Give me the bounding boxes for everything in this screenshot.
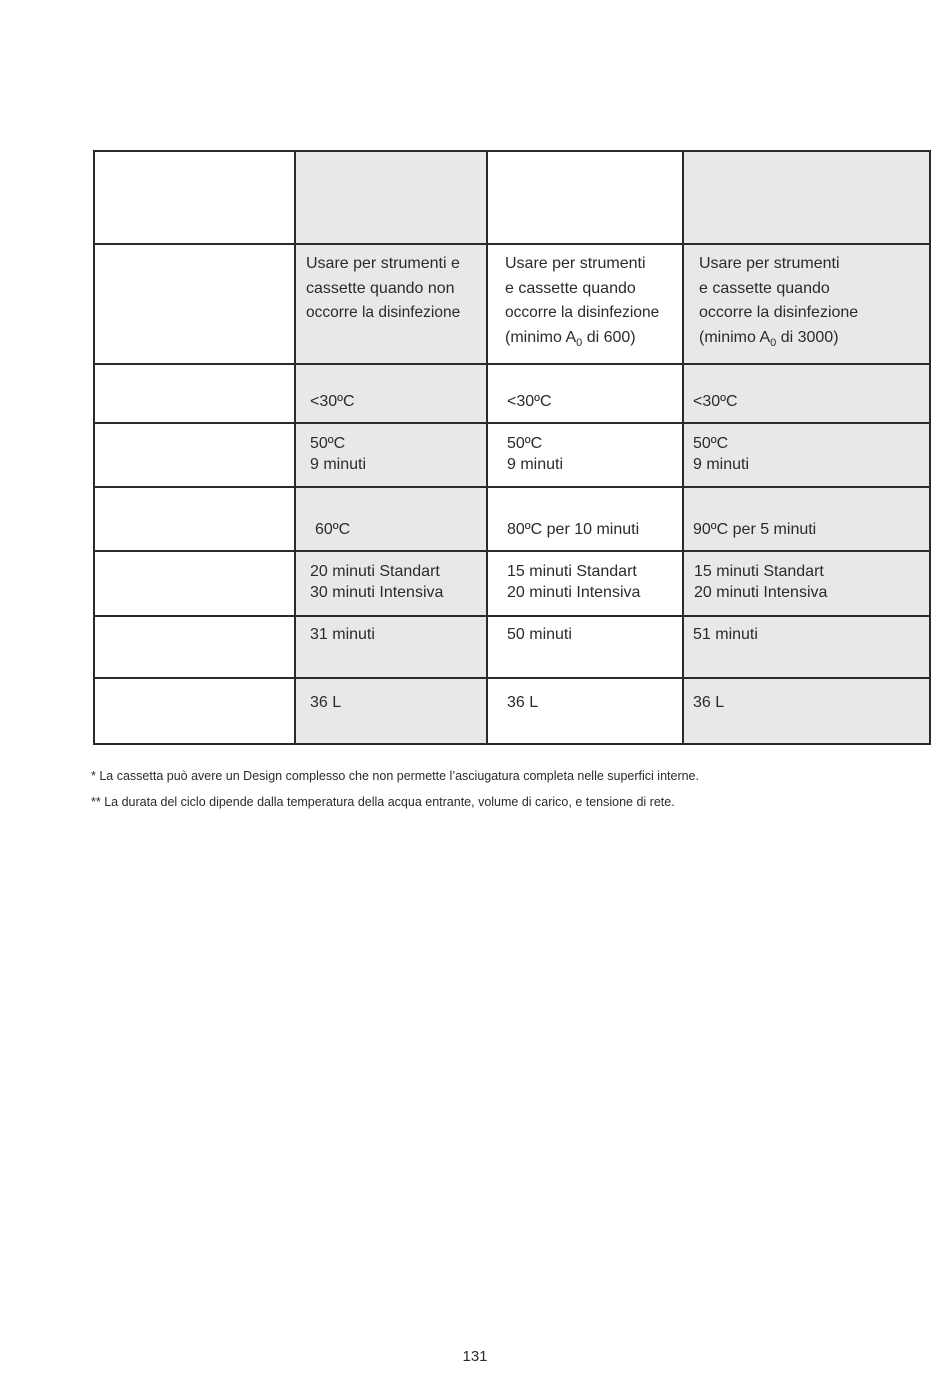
minimum-a0-subscript: 0 (770, 336, 777, 349)
description-cell-3 (683, 244, 930, 364)
disinfection-value: 90ºC per 5 minuti (693, 521, 817, 538)
description-line: Usare per strumenti (699, 255, 840, 272)
description-cell-2 (487, 244, 683, 364)
water-cell-3 (683, 678, 930, 744)
drying-intensive: 20 minuti Intensiva (694, 584, 828, 601)
cycle-duration-cell-3 (683, 616, 930, 678)
disinfection-cell-2 (487, 487, 683, 551)
description-line: occorre la disinfezione (505, 304, 660, 321)
header-cell-program-2 (487, 151, 683, 244)
wash-cell-3 (683, 423, 930, 487)
minimum-a0-prefix: (minimo A (699, 328, 771, 346)
prewash-cell-3 (683, 364, 930, 423)
description-line: occorre la disinfezione (699, 304, 859, 321)
disinfection-cell-3 (683, 487, 930, 551)
minimum-a0-subscript: 0 (576, 336, 583, 349)
description-line: e cassette quando (699, 279, 830, 297)
drying-standard: 15 minuti Standart (507, 563, 637, 580)
prewash-temp: <30ºC (310, 393, 355, 410)
table-row-disinfection (94, 487, 930, 551)
drying-cell-2 (487, 551, 683, 616)
page-number: 131 (462, 1348, 488, 1365)
minimum-a0-suffix: di 600) (582, 328, 636, 346)
drying-cell-3 (683, 551, 930, 616)
row-label-description (94, 244, 295, 364)
description-line: cassette quando non (306, 279, 455, 297)
water-cell-1 (295, 678, 487, 744)
minimum-a0-line (505, 326, 676, 352)
table-row-description (94, 244, 930, 364)
cycle-duration-value: 50 minuti (507, 626, 572, 643)
prewash-cell-1 (295, 364, 487, 423)
row-label-prewash (94, 364, 295, 423)
prewash-temp: <30ºC (507, 393, 552, 410)
drying-intensive: 20 minuti Intensiva (507, 584, 641, 601)
cycle-duration-cell-2 (487, 616, 683, 678)
disinfection-value: 60ºC (315, 521, 351, 538)
drying-standard: 15 minuti Standart (694, 563, 824, 580)
wash-time: 9 minuti (507, 456, 564, 473)
table-row-cycle-duration (94, 616, 930, 678)
cycle-duration-value: 31 minuti (310, 626, 375, 643)
disinfection-cell-1 (295, 487, 487, 551)
wash-temp: 50ºC (507, 435, 543, 452)
description-line: Usare per strumenti e (306, 255, 460, 272)
header-cell-label (94, 151, 295, 244)
footnote-cycle-duration: ** La durata del ciclo dipende dalla temperatura della acqua entrante, volume di carico, e tensione di rete. (91, 795, 675, 809)
water-value: 36 L (310, 694, 342, 711)
drying-standard: 20 minuti Standart (310, 563, 440, 580)
wash-temp: 50ºC (310, 435, 346, 452)
table-row-header (94, 151, 930, 244)
description-cell-1 (295, 244, 487, 364)
cycle-duration-value: 51 minuti (693, 626, 758, 643)
wash-cell-2 (487, 423, 683, 487)
disinfection-value: 80ºC per 10 minuti (507, 521, 640, 538)
header-cell-program-3 (683, 151, 930, 244)
cycle-duration-cell-1 (295, 616, 487, 678)
table-row-drying (94, 551, 930, 616)
prewash-temp: <30ºC (693, 393, 738, 410)
description-line: e cassette quando (505, 279, 636, 297)
row-label-disinfection (94, 487, 295, 551)
water-value: 36 L (693, 694, 725, 711)
water-cell-2 (487, 678, 683, 744)
program-spec-table (93, 150, 931, 745)
table-row-wash (94, 423, 930, 487)
description-line: Usare per strumenti (505, 255, 646, 272)
row-label-cycle-duration (94, 616, 295, 678)
footnote-drying: * La cassetta può avere un Design complesso che non permette l’asciugatura completa nelle superfici interne. (91, 769, 699, 783)
description-line: occorre la disinfezione (306, 304, 461, 321)
wash-cell-1 (295, 423, 487, 487)
table-row-water-consumption (94, 678, 930, 744)
table-row-prewash (94, 364, 930, 423)
wash-time: 9 minuti (693, 456, 750, 473)
minimum-a0-prefix: (minimo A (505, 328, 577, 346)
minimum-a0-line (699, 326, 923, 352)
row-label-water-consumption (94, 678, 295, 744)
wash-temp: 50ºC (693, 435, 729, 452)
prewash-cell-2 (487, 364, 683, 423)
row-label-drying (94, 551, 295, 616)
water-value: 36 L (507, 694, 539, 711)
minimum-a0-suffix: di 3000) (776, 328, 839, 346)
drying-intensive: 30 minuti Intensiva (310, 584, 444, 601)
wash-time: 9 minuti (310, 456, 367, 473)
drying-cell-1 (295, 551, 487, 616)
row-label-wash (94, 423, 295, 487)
header-cell-program-1 (295, 151, 487, 244)
